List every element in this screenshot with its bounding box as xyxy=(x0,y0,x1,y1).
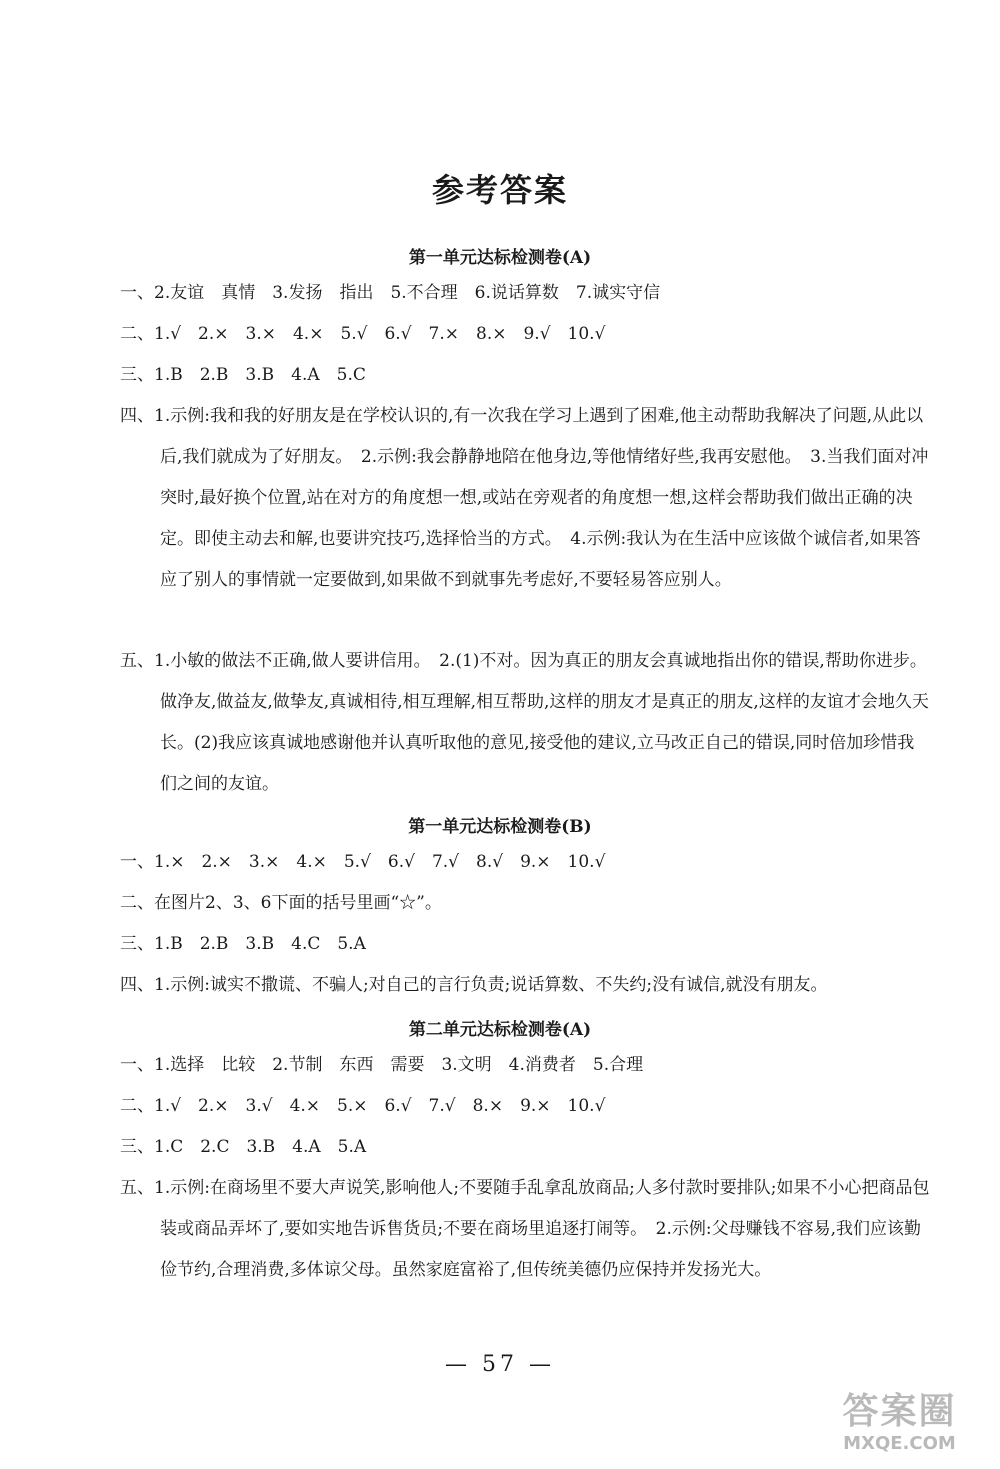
answer-line: 三、1.B 2.B 3.B 4.A 5.C xyxy=(120,365,366,385)
section-heading: 第一单元达标检测卷(A) xyxy=(408,248,592,268)
answer-line: 二、1.√ 2.× 3.√ 4.× 5.× 6.√ 7.√ 8.× 9.× 10.√ xyxy=(120,1096,606,1116)
section-heading: 第二单元达标检测卷(A) xyxy=(408,1020,592,1040)
answer-line: 三、1.B 2.B 3.B 4.C 5.A xyxy=(120,934,366,954)
answer-line: 二、在图片2、3、6下面的括号里画“☆”。 xyxy=(120,893,442,913)
section-heading: 第一单元达标检测卷(B) xyxy=(408,817,592,837)
answer-line: 一、1.× 2.× 3.× 4.× 5.√ 6.√ 7.√ 8.√ 9.× 10.√ xyxy=(120,852,606,872)
answer-line: 一、2.友谊 真情 3.发扬 指出 5.不合理 6.说话算数 7.诚实守信 xyxy=(120,283,661,303)
answer-line: 一、1.选择 比较 2.节制 东西 需要 3.文明 4.消费者 5.合理 xyxy=(120,1055,644,1075)
answer-paragraph: 四、1.示例:我和我的好朋友是在学校认识的,有一次我在学习上遇到了困难,他主动帮助我解决了问题,从此以后,我们就成为了好朋友。 2.示例:我会静静地陪在他身边,等他情绪好些,我再安慰他。 3.当我们面对冲突时,最好换个位置,站在对方的角度想一想,或站在旁观者的角度想一想,这样会帮助我们做出正确的决定。即使主动去和解,也要讲究技巧,选择恰当的方式。 4.示例:我认为在生活中应该做个诚信者,如果答应了别人的事情就一定要做到,如果做不到就事先考虑好,不要轻易答应别人。 xyxy=(120,406,929,590)
answer-paragraph: 五、1.示例:在商场里不要大声说笑,影响他人;不要随手乱拿乱放商品;人多付款时要排队;如果不小心把商品包装或商品弄坏了,要如实地告诉售货员;不要在商场里追逐打闹等。 2.示例:父母赚钱不容易,我们应该勤俭节约,合理消费,多体谅父母。虽然家庭富裕了,但传统美德仍应保持并发扬光大。 xyxy=(120,1178,930,1280)
answer-line: 三、1.C 2.C 3.B 4.A 5.A xyxy=(120,1137,367,1157)
watermark-text: 答案圈 xyxy=(842,1390,957,1432)
watermark-logo xyxy=(817,1390,982,1462)
answer-paragraph: 四、1.示例:诚实不撒谎、不骗人;对自己的言行负责;说话算数、不失约;没有诚信,就没有朋友。 xyxy=(120,975,828,995)
page-title: 参考答案 xyxy=(431,171,568,209)
answer-line: 二、1.√ 2.× 3.× 4.× 5.√ 6.√ 7.× 8.× 9.√ 10.√ xyxy=(120,324,606,344)
watermark-url: MXQE.COM xyxy=(843,1433,956,1454)
page-number: — 57 — xyxy=(445,1352,555,1377)
answer-paragraph: 五、1.小敏的做法不正确,做人要讲信用。 2.(1)不对。因为真正的朋友会真诚地指出你的错误,帮助你进步。做净友,做益友,做挚友,真诚相待,相互理解,相互帮助,这样的朋友才是真正的朋友,这样的友谊才会地久天长。(2)我应该真诚地感谢他并认真听取他的意见,接受他的建议,立马改正自己的错误,同时倍加珍惜我们之间的友谊。 xyxy=(120,651,929,794)
